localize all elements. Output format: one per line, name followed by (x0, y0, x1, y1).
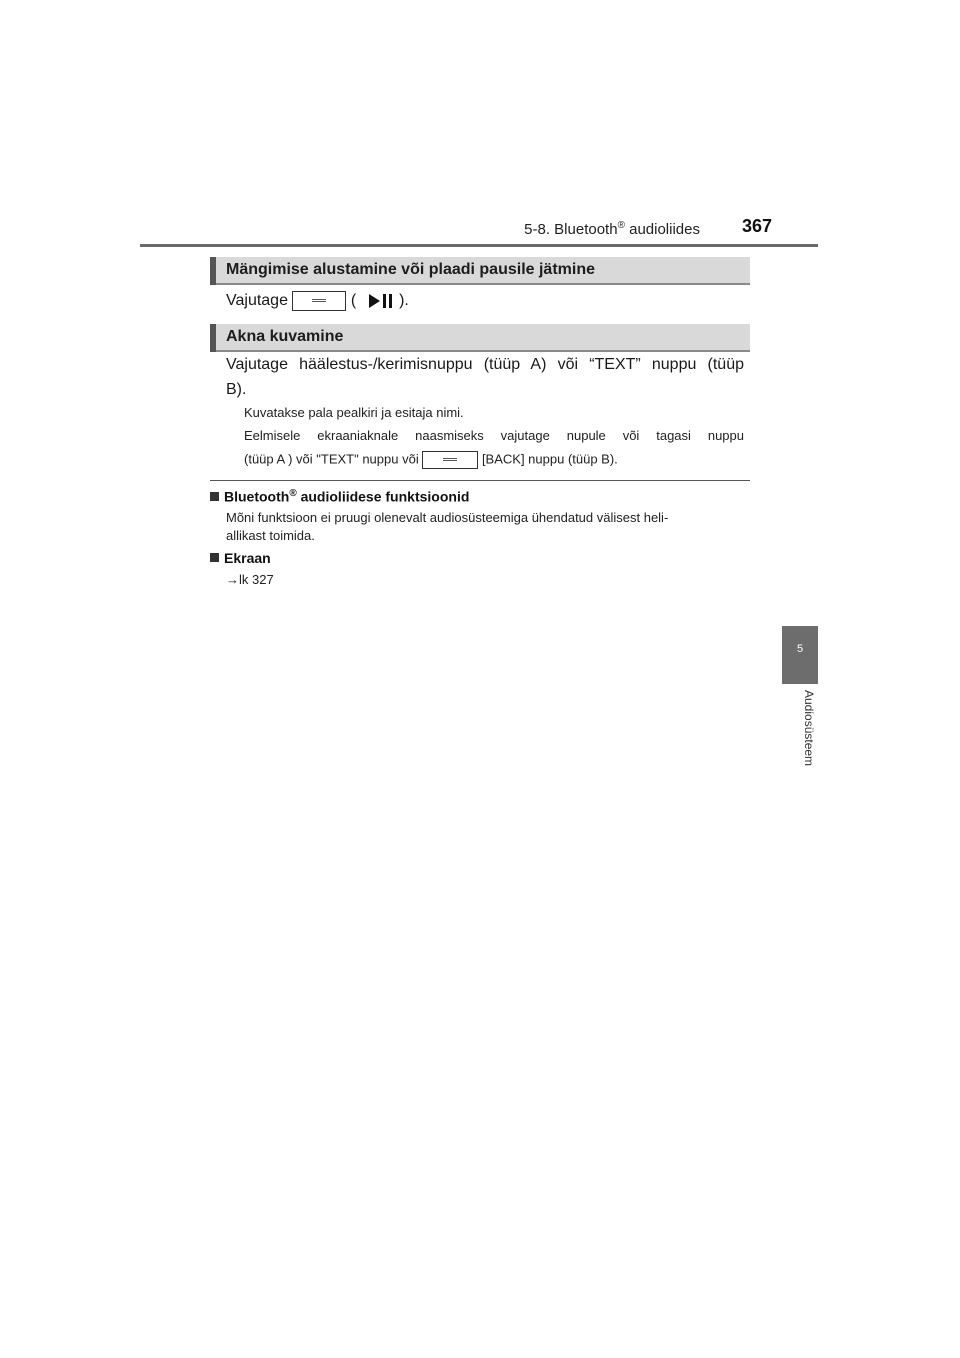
button-icon (422, 451, 478, 469)
page-reference-text: lk 327 (239, 572, 274, 587)
registered-mark: ® (289, 488, 297, 499)
instruction-text: ). (394, 292, 409, 310)
note-text: (tüüp A ) või "TEXT" nuppu või (244, 451, 423, 467)
chapter-tab-number: 5 (796, 643, 804, 655)
display-note1: Kuvatakse pala pealkiri ja esitaja nimi. (244, 405, 464, 420)
square-bullet-icon (210, 553, 219, 562)
chapter-tab-label: Audiosüsteem (802, 690, 816, 767)
section-bar-underline (216, 350, 750, 352)
instruction-text: Vajutage (226, 292, 293, 310)
section-title: Mängimise alustamine või plaadi pausile jätmine (226, 261, 595, 278)
display-note2-line2 (244, 451, 618, 469)
note-title-suffix: audioliidese funktsioonid (296, 488, 470, 505)
note-text: [BACK] nuppu (tüüp B). (478, 451, 618, 467)
play-pause-icon (361, 292, 395, 310)
chapter-prefix: 5-8. Bluetooth (524, 221, 618, 238)
note-title-prefix: Bluetooth (224, 488, 290, 505)
chapter-title (524, 220, 700, 238)
note-title-text: Ekraan (224, 550, 271, 566)
instruction-text: ( (346, 292, 361, 310)
section-title: Akna kuvamine (226, 328, 344, 345)
note-title-bluetooth (210, 488, 469, 505)
chapter-suffix: audioliides (624, 221, 700, 238)
chapter-tab (782, 626, 818, 684)
page-header (140, 214, 818, 242)
section-bar-underline (216, 283, 750, 285)
note-title-screen (210, 550, 271, 566)
section-header-display (210, 324, 750, 352)
display-instruction-line1: Vajutage häälestus-/kerimisnuppu (tüüp A) või “TEXT” nuppu (tüüp (226, 356, 744, 373)
playback-instruction (226, 291, 409, 311)
section-header-playback (210, 257, 750, 285)
button-icon (292, 291, 346, 311)
arrow-right-icon: → (226, 572, 239, 587)
header-rule (140, 244, 818, 247)
note-bluetooth-line1: Mõni funktsioon ei pruugi olenevalt audiosüsteemiga ühendatud välisest heli- (226, 510, 669, 525)
registered-mark: ® (617, 220, 625, 231)
button-marking-icon (312, 299, 326, 302)
display-instruction-line2: B). (226, 381, 247, 398)
note-bluetooth-line2: allikast toimida. (226, 528, 315, 543)
section-divider (210, 480, 750, 481)
page-reference (226, 572, 274, 587)
square-bullet-icon (210, 492, 219, 501)
display-note2-line1: Eelmisele ekraaniaknale naasmiseks vajutage nupule või tagasi nuppu (244, 428, 744, 443)
button-marking-icon (443, 458, 457, 461)
page-number: 367 (741, 216, 772, 236)
